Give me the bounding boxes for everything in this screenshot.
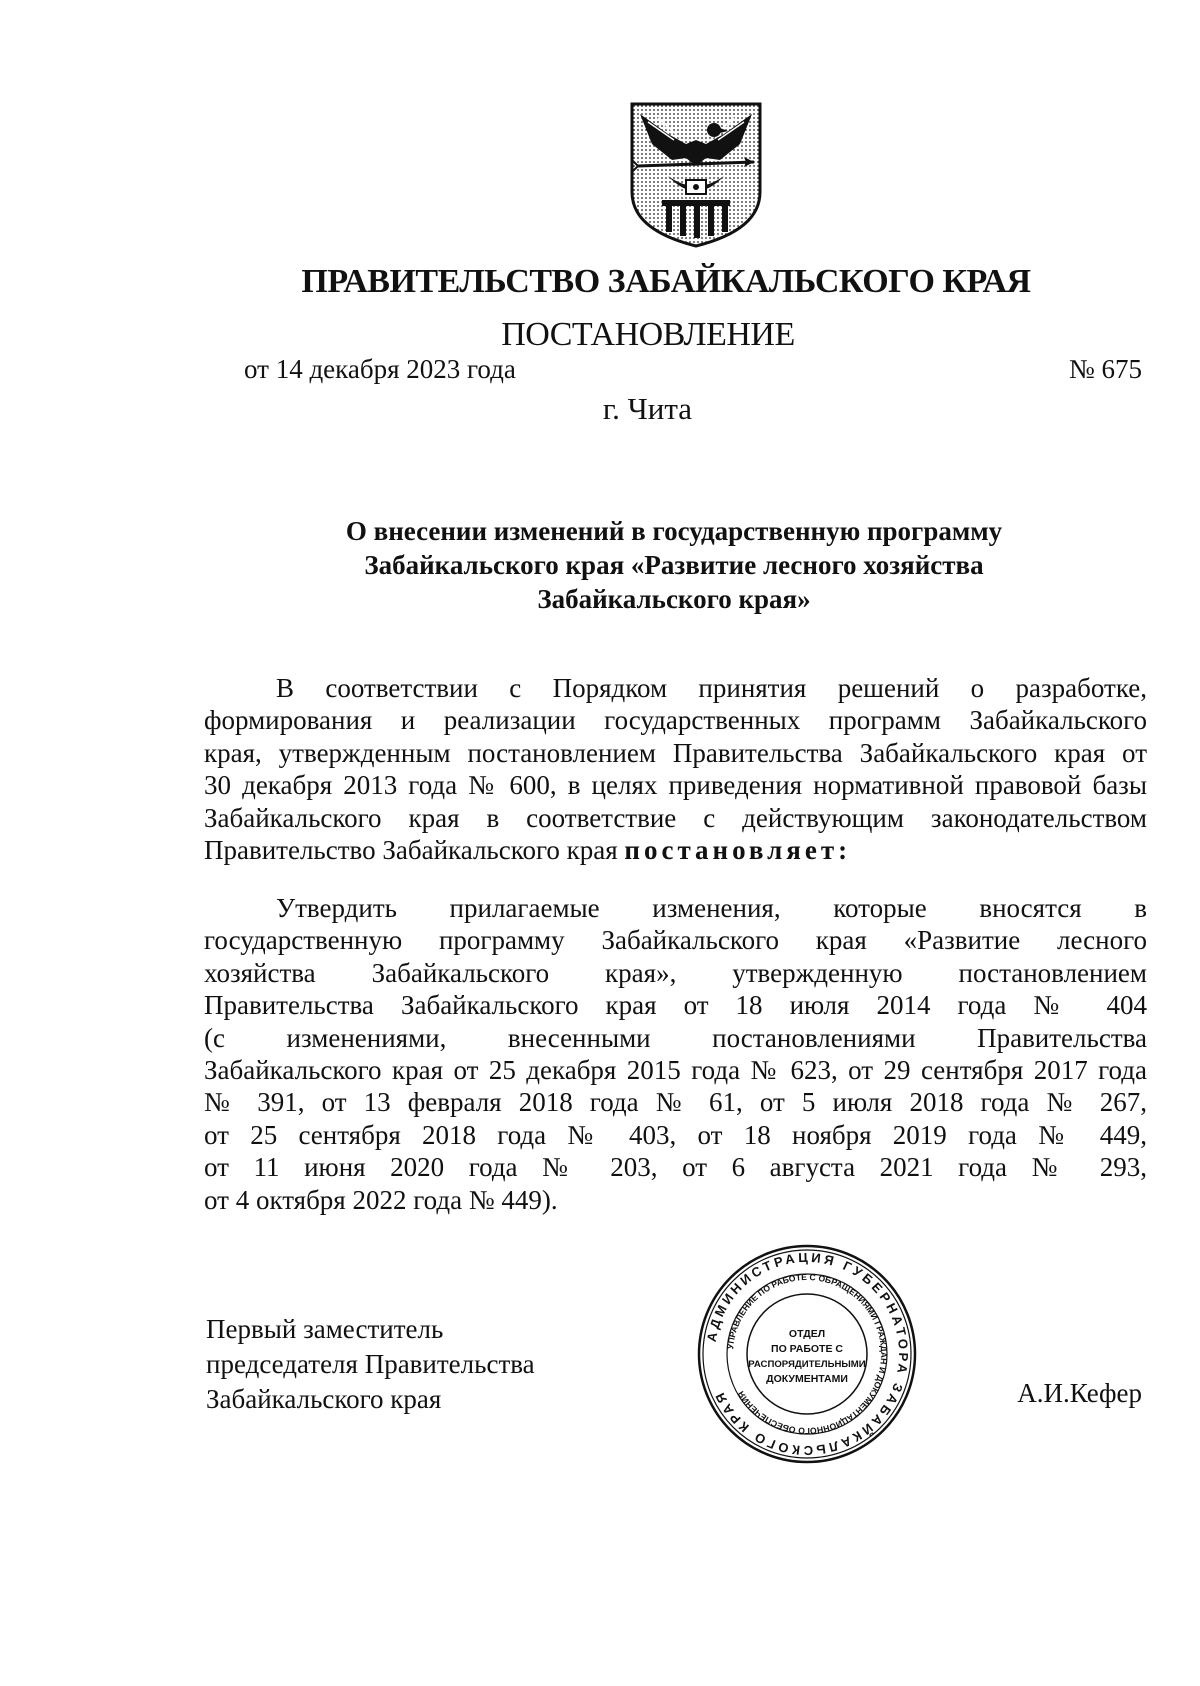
text-line: Утвердить прилагаемые изменения, которые вносятся в	[276, 893, 1147, 923]
coat-of-arms-icon	[628, 100, 764, 250]
signer-name: А.И.Кефер	[1017, 1378, 1142, 1408]
resolution-paragraph	[204, 892, 1147, 1216]
subject-line: О внесении изменений в государственную программу	[345, 516, 1003, 546]
subject-line: Забайкальского края «Развитие лесного хозяйства	[364, 550, 984, 580]
signer-line: Забайкальского края	[206, 1384, 442, 1414]
text-line: Забайкальского края от 25 декабря 2015 года № 623, от 29 сентября 2017 года	[204, 1054, 1147, 1085]
text-line: от 4 октября 2022 года № 449).	[204, 1184, 558, 1215]
stamp-center-line: РАСПОРЯДИТЕЛЬНЫМИ	[748, 1359, 866, 1370]
document-subject	[204, 514, 1144, 616]
text-line: Забайкальского края в соответствие с действующим законодательством	[204, 802, 1147, 833]
text-line: от 25 сентября 2018 года № 403, от 18 ноября 2019 года № 449,	[204, 1119, 1147, 1150]
official-stamp	[696, 1243, 918, 1465]
text-line: № 391, от 13 февраля 2018 года № 61, от 5 июля 2018 года № 267,	[204, 1087, 1147, 1118]
government-title: ПРАВИТЕЛЬСТВО ЗАБАЙКАЛЬСКОГО КРАЯ	[301, 263, 1031, 300]
stamp-center-line: ДОКУМЕНТАМИ	[766, 1373, 848, 1385]
preamble-paragraph	[204, 672, 1147, 866]
stamp-center-line: ПО РАБОТЕ С	[771, 1343, 843, 1355]
text-line: В соответствии с Порядком принятия решений о разработке,	[276, 673, 1147, 703]
stamp-center-line: ОТДЕЛ	[788, 1328, 826, 1340]
signer-position	[206, 1312, 535, 1417]
text-line: государственную программу Забайкальского края «Развитие лесного	[204, 925, 1147, 956]
text-line: Правительства Забайкальского края от 18 июля 2014 года № 404	[204, 990, 1147, 1021]
resolves-word: постановляет:	[624, 834, 852, 865]
signer-line: Первый заместитель	[206, 1314, 444, 1344]
document-number: № 675	[1068, 354, 1142, 384]
text-line: от 11 июня 2020 года № 203, от 6 августа 2021 года № 293,	[204, 1152, 1147, 1183]
text-line: 30 декабря 2013 года № 600, в целях приведения нормативной правовой базы	[204, 770, 1147, 801]
signer-line: председателя Правительства	[206, 1349, 535, 1379]
document-date: от 14 декабря 2023 года	[244, 354, 516, 384]
text-line: формирования и реализации государственных программ Забайкальского	[204, 705, 1147, 736]
subject-line: Забайкальского края»	[537, 584, 811, 614]
text-fragment: Правительство Забайкальского края	[204, 834, 618, 865]
text-line: хозяйства Забайкальского края», утвержденную постановлением	[204, 957, 1147, 988]
document-city: г. Чита	[602, 391, 693, 426]
document-type: ПОСТАНОВЛЕНИЕ	[501, 316, 795, 353]
stamp-outer-text: АДМИНИСТРАЦИЯ ГУБЕРНАТОРА ЗАБАЙКАЛЬСКОГО КРАЯ	[703, 1249, 912, 1459]
text-line: (с изменениями, внесенными постановлениями Правительства	[204, 1022, 1147, 1053]
stamp-middle-text: УПРАВЛЕНИЕ ПО РАБОТЕ С ОБРАЩЕНИЯМИ ГРАЖДАН И ДОКУМЕНТАЦИОННОГО ОБЕСПЕЧЕНИЯ	[725, 1271, 890, 1437]
text-line: края, утвержденным постановлением Правительства Забайкальского края от	[204, 737, 1147, 768]
text-line	[204, 834, 1147, 866]
